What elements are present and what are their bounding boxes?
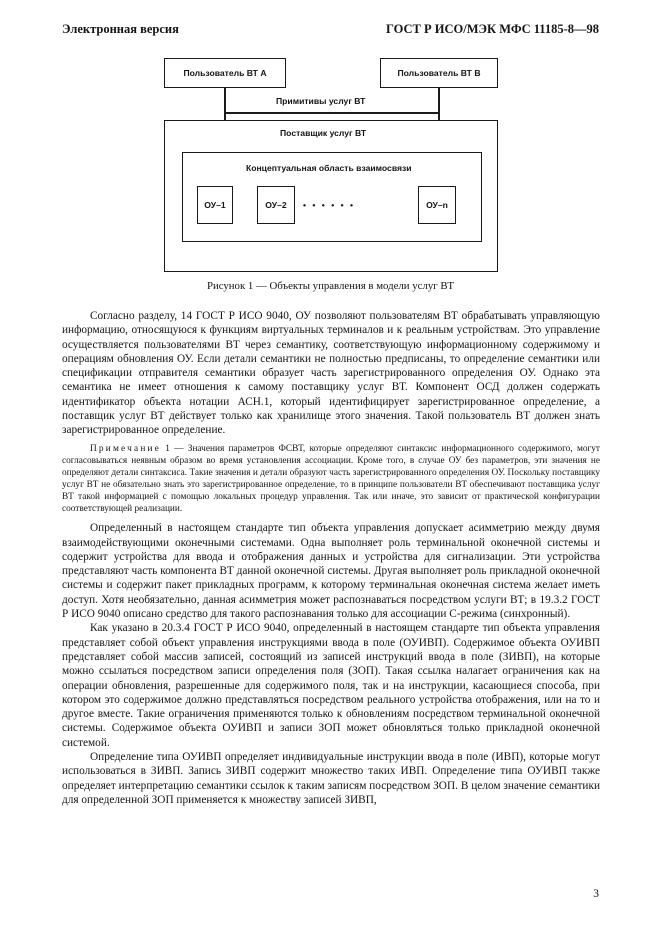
- control-object-n: [418, 186, 456, 224]
- paragraph-3: Как указано в 20.3.4 ГОСТ Р ИСО 9040, определенный в настоящем стандарте тип объекта управления представляет собой объект управления инструкциями ввода в поле (ОУИВП). Содержимое объекта ОУИВП представляет собой массив записей, состоящий из записей инструкций ввода в поле (ЗИВП), на которые можно ссылаться посредством записи определения поля (ЗОП). Такая ссылка налагает ограничения как на операции обновления, разрешенные для содержимого поля, так и на инструкции, касающиеся способа, при котором это содержимое должно представляться посредством реального устройства отображения, или на то и другое вместе. Такие ограничения применяются только к обновлениям посредством терминальной оконечной системы. Содержимое объекта ОУИВП и записи ЗОП может обновляться только прикладной оконечной системой.: [62, 622, 600, 749]
- primitives-line: [224, 112, 439, 114]
- primitives-label: Примитивы услуг ВТ: [270, 96, 371, 106]
- control-object-2: [257, 186, 295, 224]
- paragraph-2: Определенный в настоящем стандарте тип объекта управления допускает асимметрию между двумя взаимодействующими оконечными системами. Одна выполняет роль терминальной оконечной системы и содержит устройства для ввода и отображения данных и устройства для сигнализации. Эти устройства представляют часть компонента ВТ данной оконечной системы. Другая выполняет роль прикладной оконечной системы и содержит пакет прикладных программ, к которому терминальная оконечная система желает иметь доступ. Хотя необязательно, данная асимметрия может распознаваться посредством услуги ВТ; в 19.3.2 ГОСТ Р ИСО 9040 описано средство для такого распознавания только для ассоциации С-режима (синхронный).: [62, 522, 600, 621]
- page-number: 3: [593, 888, 599, 900]
- note-label: Примечание: [90, 443, 161, 454]
- conceptual-area-label: Концептуальная область взаимосвязи: [246, 163, 412, 173]
- user-b-label: Пользователь ВТ В: [397, 68, 481, 78]
- user-a-box: [164, 58, 286, 88]
- note-1: [62, 443, 600, 516]
- user-b-box: [380, 58, 498, 88]
- paragraph-1: Согласно разделу, 14 ГОСТ Р ИСО 9040, ОУ позволяют пользователям ВТ обрабатывать управляющую информацию, относящуюся к функциям виртуальных терминалов и к реальным устройствам. Это управление осуществляется пользователями ВТ через семантику, соответствующую информационному содержимому и операциям обновления ОУ. Если детали семантики не полностью предписаны, то определение семантики или спецификации отправителя семантики образует часть зарегистрированного определения ОУ. Однако эта семантика не имеет отношения к самому поставщику услуг ВТ. Компонент ОСД должен содержать идентификатор объекта нотации АСН.1, который идентифицирует зарегистрированное определение, а поставщик услуг ВТ действует только как хранилище этого значения. Такой пользователь ВТ должен знать зарегистрированное определение.: [62, 310, 600, 437]
- body-text: [62, 309, 600, 807]
- connector-b: [438, 88, 440, 120]
- user-a-label: Пользователь ВТ А: [183, 68, 267, 78]
- ellipsis-dots: • • • • • •: [303, 200, 355, 210]
- note-text: 1 — Значения параметров ФСВТ, которые определяют синтаксис информационного содержимого, могут согласовываться неявным образом во время установления ассоциации. Кроме того, в случае ОУ без параметров, эти значения не определяют детали синтаксиса. Такие значения и детали образуют часть зарегистрированного определения ОУ. Поскольку поставщику услуг ВТ не обязательно знать это зарегистрированное определение, то в принципе пользователи ВТ обеспечивают поставщика услуг ВТ такой информацией с помощью локальных процедур управления. Так или иначе, это зависит от практической конфигурации соответствующей реализации.: [62, 443, 600, 515]
- paragraph-4: Определение типа ОУИВП определяет индивидуальные инструкции ввода в поле (ИВП), которые могут использоваться в ЗИВП. Запись ЗИВП содержит множество таких ИВП. Определение типа ОУИВП также определяет интерпретацию семантики ссылок к таким записям посредством ЗОП. В целом значение семантики для определенной ЗОП применяется к множеству записей ЗИВП,: [62, 750, 600, 806]
- connector-a: [224, 88, 226, 120]
- control-object-2-label: ОУ–2: [265, 200, 287, 210]
- control-object-n-label: ОУ–n: [426, 200, 448, 210]
- control-object-1-label: ОУ–1: [204, 200, 226, 210]
- provider-label: Поставщик услуг ВТ: [280, 128, 367, 138]
- header-left: Электронная версия: [62, 22, 179, 36]
- figure-caption: Рисунок 1 — Объекты управления в модели услуг ВТ: [206, 280, 455, 292]
- figure-1: [0, 0, 661, 280]
- header-right: ГОСТ Р ИСО/МЭК МФС 11185-8—98: [386, 22, 599, 36]
- control-object-1: [197, 186, 233, 224]
